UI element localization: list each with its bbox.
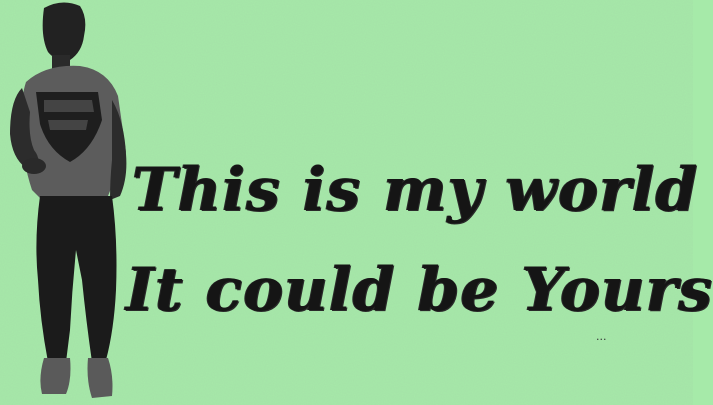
person-pants (36, 196, 116, 362)
headline-line-1: This is my world (132, 155, 699, 225)
person-left-shoe (40, 358, 70, 394)
person-head (43, 2, 86, 60)
headline-ellipsis: ... (596, 330, 607, 343)
person-silhouette-icon (0, 0, 150, 405)
person-right-shoe (88, 358, 113, 398)
person-right-arm (110, 100, 126, 200)
headline-line-2: It could be Yours (126, 255, 713, 325)
